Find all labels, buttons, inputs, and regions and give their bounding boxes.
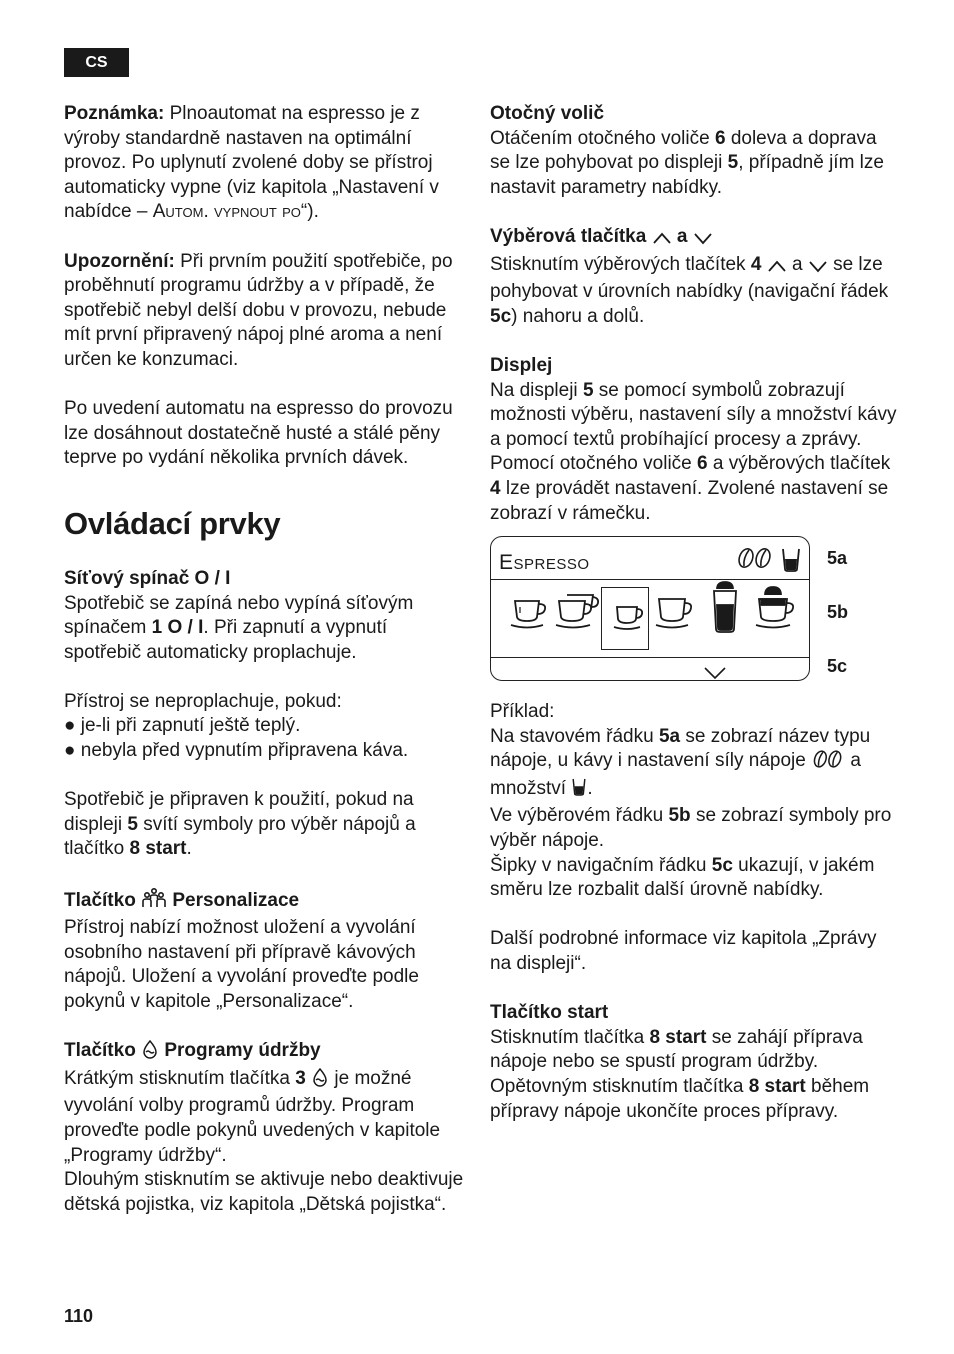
coffee-strength-icon [735,547,775,577]
chevron-down-icon [693,228,713,253]
navigation-down-arrow-icon [703,663,727,688]
display-divider [491,579,809,580]
cappuccino-icon [755,581,797,641]
callout-5c: 5c [827,656,848,677]
language-badge: CS [64,48,129,77]
cup-double-icon [555,589,601,641]
bullet-item: ● nebyla před vypnutím připravena káva. [64,740,409,762]
right-column [490,102,900,1124]
rotary-heading: Otočný volič [490,103,605,124]
display-divider [491,657,809,658]
ready-paragraph: Spotřebič je připraven k použití, pokud na displeji 5 svítí symboly pro výběr nápojů a tlačítko 8 start. [64,789,416,860]
display-illustration [490,536,900,686]
bullet-item: ● je-li při zapnutí ještě teplý. [64,715,301,737]
rotary-text: Otáčením otočného voliče 6 doleva a doprava se lze pohybovat po displeji 5, případně jím lze nastavit parametry nabídky. [490,127,884,198]
start-button-text: Stisknutím tlačítka 8 start se zahájí příprava nápoje nebo se spustí program údržby. Opětovným stisknutím tlačítka 8 start během přípravy nápoje ukončíte proces přípravy. [490,1026,870,1122]
latte-glass-icon [709,579,741,643]
maintenance-text: Krátkým stisknutím tlačítka 3 je možné vyvolání volby programů údržby. Program proveďte podle pokynů uvedených v kapitole „Programy údržby“. [64,1067,441,1166]
example-label: Příklad: [490,701,555,723]
note-paragraph: Poznámka: Plnoautomat na espresso je z výroby standardně nastaven na optimální provoz. Po uplynutí zvolené doby se přístroj automaticky vypne (viz kapitola „Nastavení v nabídce – Autom. vypnout po“). [64,103,439,223]
display-status-text: Espresso [499,551,590,575]
more-info-text: Další podrobné informace viz kapitola „Zprávy na displeji“. [490,928,877,975]
display-text: Na displeji 5 se pomocí symbolů zobrazují možnosti výběru, nastavení síly a množství kávy a pomocí textů probíhající procesy a zprávy. Pomocí otočného voliče 6 a výběrových tlačítek 4 lze provádět nastavení. Zvolené nastavení se zobrazí v rámečku. [490,379,897,524]
no-rinse-intro: Přístroj se neproplachuje, pokud: [64,690,342,712]
cup-size-icon [571,777,587,805]
personalization-icon [141,887,167,917]
cup-small-icon [509,589,549,641]
warning-paragraph: Upozornění: Při prvním použití spotřebiče, po proběhnutí programu údržby a v případě, že spotřebič nebyl delší dobu v provozu, nebude mít první připravený nápoj plné aroma a není určen ke konzumaci. [64,250,453,370]
chevron-up-icon [767,256,787,281]
chevron-down-icon [808,256,828,281]
power-switch-text: Spotřebič se zapíná nebo vypíná síťovým spínačem 1 O / I. Při zapnutí a vypnutí spotřebič automaticky proplachuje. [64,592,414,663]
section-title: Ovládací prvky [64,505,281,541]
maintenance-drop-icon [311,1067,329,1095]
page-number: 110 [64,1306,94,1326]
example-navigation-text: Šipky v navigačním řádku 5c ukazují, v jakém směru lze rozbalit další úrovně nabídky. [490,854,875,901]
callout-5a: 5a [827,548,848,569]
cup-size-icon [780,547,802,581]
coffee-strength-icon [811,749,845,777]
beverage-selection-row [503,585,803,651]
foam-paragraph: Po uvedení automatu na espresso do provozu lze dosáhnout dostatečně husté a stálé pěny teprve po vydání několika prvních dávek. [64,398,453,469]
example-status-text: Na stavovém řádku 5a se zobrazí název typu nápoje, u kávy i nastavení síly nápoje a množství . [490,725,900,805]
display-heading: Displej [490,354,553,376]
cup-selected-icon [611,595,647,643]
personalization-heading: Tlačítko Personalizace [64,887,469,917]
example-selection-text: Ve výběrovém řádku 5b se zobrazí symboly pro výběr nápoje. [490,805,892,852]
left-column [64,102,469,1217]
maintenance-heading: Tlačítko Programy údržby [64,1039,469,1067]
child-lock-text: Dlouhým stisknutím se aktivuje nebo deaktivuje dětská pojistka, viz kapitola „Dětská pojistka“. [64,1169,464,1215]
callout-5b: 5b [827,602,849,623]
select-buttons-heading: Výběrová tlačítka a [490,225,900,253]
select-buttons-text: Stisknutím výběrových tlačítek 4 a se lze pohybovat v úrovních nabídky (navigační řádek 5c) nahoru a dolů. [490,253,889,327]
power-switch-heading: Síťový spínač O / I [64,567,231,589]
personalization-text: Přístroj nabízí možnost uložení a vyvolání osobního nastavení při přípravě kávových nápojů. Uložení a vyvolání proveďte podle pokynů v kapitole „Personalizace“. [64,917,419,1012]
cup-large-icon [655,589,695,641]
chevron-up-icon [652,228,672,253]
maintenance-drop-icon [141,1039,159,1067]
display-frame [490,536,810,681]
start-button-heading: Tlačítko start [490,1002,609,1024]
